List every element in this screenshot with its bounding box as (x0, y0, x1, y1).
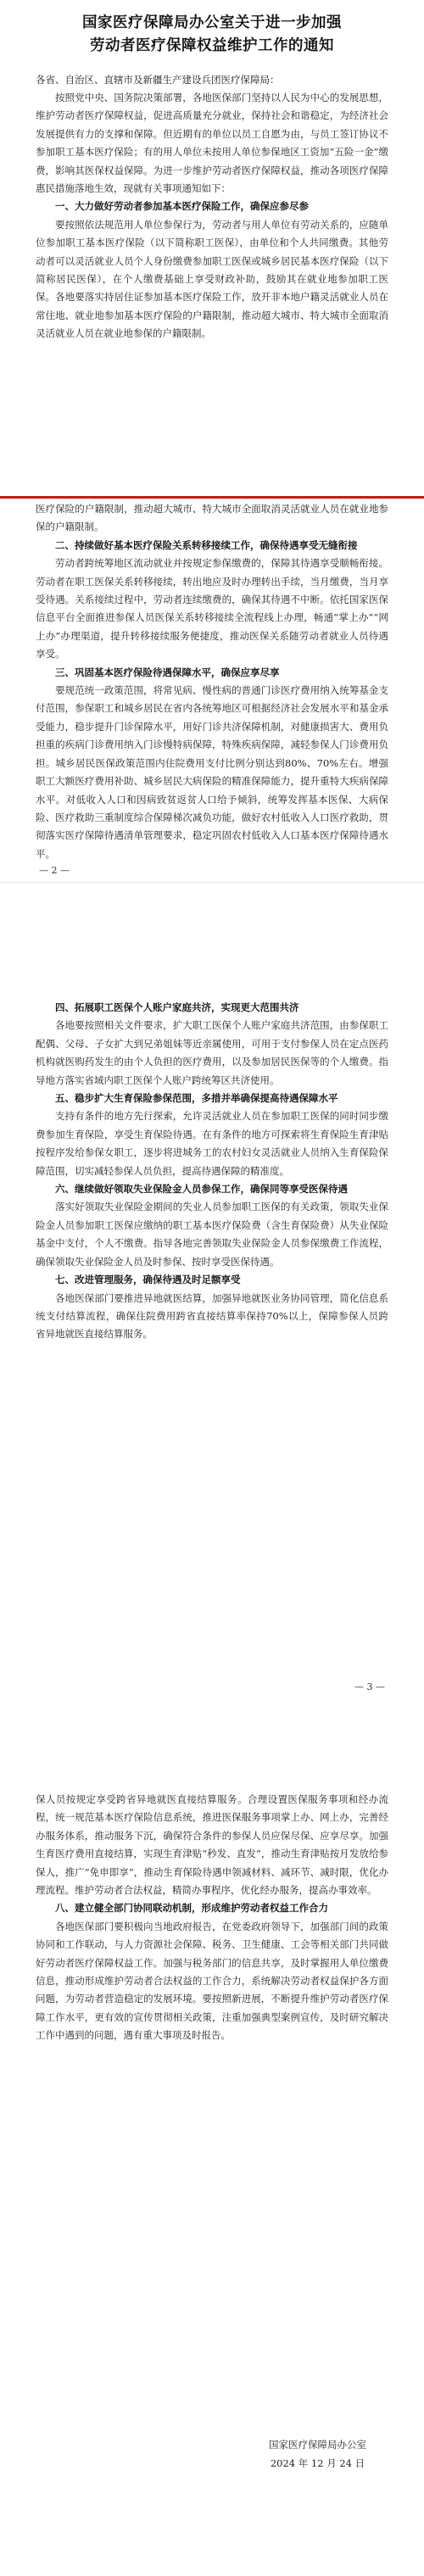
section-5-paragraph: 支持有条件的地方先行探索，允许灵活就业人员在参加职工医保的同时同步缴费参加生育保险，享受生育保险待遇。在有条件的地方可探索将生育保险生育津贴按程序发给参保女职工，逐步将进城务工的农村妇女灵活就业人员纳入生育保险保障范围，切实减轻参保人员负担，提高待遇保障的精准度。 (36, 1110, 388, 1177)
section-8-paragraph: 各地医保部门要积极向当地政府报告，在党委政府领导下，加强部门间的政策协同和工作联动，与人力资源社会保障、税务、卫生健康、工会等相关部门共同做好劳动者医疗保障权益工作。加强与税务部门的信息共享，及时掌握用人单位缴费信息，推动形成维护劳动者合法权益的工作合力，系统解决劳动者权益保护各方面问题，为劳动者营造稳定的发展环境。要按照新进展，不断提升维护劳动者医疗保障工作水平，更有效的宣传贯彻相关政策，注重加强典型案例宣传，及时研究解决工作中遇到的问题，遇有重大事项及时报告。 (36, 1920, 388, 2042)
page-number-2: — 2 — (39, 865, 70, 876)
section-6-heading: 六、继续做好领取失业保险金人员参保工作，确保同等享受医保待遇 (55, 1183, 348, 1196)
red-divider-line (0, 496, 424, 499)
section-1-paragraph: 要按照依法规范用人单位参保行为，劳动者与用人单位有劳动关系的，应随单位参加职工基本医疗保险（以下简称职工医保），由单位和个人共同缴费。其他劳动者可以灵活就业人员个人身份缴费参加职工医保或城乡居民基本医疗保险（以下简称居民医保），在个人缴费基础上享受财政补助，鼓励其在就业地参加职工医保。各地要落实持居住证参加基本医疗保险工作，放开非本地户籍灵活就业人员在常住地、就业地参加基本医疗保险的户籍限制，推动超大城市、特大城市全面取消灵活就业人员在就业地参保的户籍限制。 (36, 218, 388, 340)
document-title-line-1: 国家医疗保障局办公室关于进一步加强 (82, 14, 342, 31)
section-3-paragraph: 要规范统一政策范围，将常见病、慢性病的普通门诊医疗费用纳入统筹基金支付范围，参保职工和城乡居民在省内各统筹地区可根据经济社会发展水平和基金承受能力，稳步提升门诊保障水平，用好门诊共济保障机制，对健康损害大、费用负担重的疾病门诊费用纳入门诊慢特病保障，特殊疾病保障，减轻参保人门诊费用负担。城乡居民医保政策范围内住院费用支付比例分别达到80%、70%左右。增强职工大额医疗费用补助、城乡居民大病保险的精准保障能力，提升重特大疾病保障水平。对低收入人口和因病致贫返贫人口给予倾斜，统筹发挥基本医保、大病保险、医疗救助三重制度综合保障梯次减负功能，做好农村低收入人口医疗救助，贯彻落实医疗保障待遇清单管理要求，稳定巩固农村低收入人口基本医疗保障待遇水平。 (36, 684, 388, 860)
signature-block (269, 2435, 366, 2473)
section-2-heading: 二、持续做好基本医疗保险关系转移接续工作，确保待遇享受无缝衔接 (55, 538, 358, 551)
section-7-paragraph: 各地医保部门要推进异地就医结算，加强异地就医业务协同管理，简化信息系统支付结算流程，确保住院费用跨省直接结算率保持70%以上，保障参保人员跨省异地就医直接结算服务。 (36, 1291, 388, 1341)
signature-date: 2024 年 12 月 24 日 (270, 2457, 365, 2469)
section-5-heading: 五、稳步扩大生育保险参保范围，多措并举确保提高待遇保障水平 (55, 1092, 338, 1105)
section-6-paragraph: 落实好领取失业保险金期间的失业人员参加职工医保的有关政策，领取失业保险金人员参加职工医保应缴纳的职工基本医疗保险费（含生育保险费）从失业保险基金中支付，个人不缴费。指导各地完善领取失业保险金人员参保缴费工作流程，确保领取失业保险金人员及时参保、按时享受医保待遇。 (36, 1201, 388, 1268)
section-7-paragraph-continued: 保人员按规定享受跨省异地就医直接结算服务。合理设置医保服务事项和经办流程，统一规范基本医疗保险信息系统，推进医保服务事项掌上办、网上办，完善经办服务体系，推动服务下沉，确保符合条件的参保人员应保尽保、应享尽享。加强生育医疗费用直接结算，实现生育津贴“秒发、直发”，推动生育津贴按月发放给参保人，推广“免申即享”，推动生育保险待遇申领减材料、减环节、减时限，优化办理流程。维护劳动者合法权益，精简办事程序，优化经办服务，提高办事效率。 (36, 1793, 388, 1897)
document-page-1 (0, 0, 424, 496)
document-page-2 (0, 500, 424, 860)
section-2-paragraph: 劳动者跨统筹地区流动就业并按规定参保缴费的，保障其待遇享受顺畅衔接。劳动者在职工医保关系转移接续，转出地应及时办理转出手续，当月缴费，当月享受待遇。关系接续过程中，劳动者连续缴费的，确保其待遇不中断。依托国家医保信息平台全面推进参保人员医保关系转移接续全流程线上办理，畅通“掌上办”“网上办”办理渠道，提升转移接续服务便捷度，推动医保关系随劳动者就业人员待遇享受。 (36, 557, 388, 661)
document-title-line-2: 劳动者医疗保障权益维护工作的通知 (90, 37, 334, 54)
signature-organization: 国家医疗保障局办公室 (269, 2439, 366, 2451)
page-separator (0, 882, 424, 883)
section-1-paragraph-continued: 医疗保险的户籍限制，推动超大城市、特大城市全面取消灵活就业人员在就业地参保的户籍限制。 (36, 503, 388, 533)
intro-paragraph: 按照党中央、国务院决策部署，各地医保部门坚持以人民为中心的发展思想，维护劳动者医疗保障权益，促进高质量充分就业，保持社会和谐稳定，为经济社会发展提供有力的支撑和保障。但近期有的单位以员工自愿为由，与员工签订协议不参加职工基本医疗保险；有的用人单位未按用人单位参保地区工资加“五险一金”缴费，影响其医保权益保障。为进一步维护劳动者医疗保障权益，推动各项医疗保障惠民措施落地生效，现就有关事项通知如下： (36, 92, 388, 195)
page-number-3: — 3 — (354, 1681, 385, 1692)
section-7-heading: 七、改进管理服务，确保待遇及时足额享受 (55, 1274, 241, 1286)
section-4-heading: 四、拓展职工医保个人账户家庭共济，实现更大范围共济 (55, 1001, 299, 1013)
document-page-3 (0, 890, 424, 1738)
section-4-paragraph: 各地要按照相关文件要求，扩大职工医保个人账户家庭共济范围，由参保职工配偶、父母、子女扩大到兄弟姐妹等近亲属使用，可用于支付参保人员在定点医药机构就医购药发生的由个人负担的医疗费用，以及参加居民医保等的个人缴费。指导地方落实省域内职工医保个人账户跨统筹区共济使用。 (36, 1019, 388, 1086)
section-3-heading: 三、巩固基本医疗保险待遇保障水平，确保应享尽享 (55, 666, 280, 678)
section-1-heading: 一、大力做好劳动者参加基本医疗保险工作，确保应参尽参 (55, 200, 309, 213)
section-8-heading: 八、建立健全部门协同联动机制，形成维护劳动者权益工作合力 (55, 1902, 328, 1915)
addressee: 各省、自治区、直辖市及新疆生产建设兵团医疗保障局： (36, 74, 280, 86)
